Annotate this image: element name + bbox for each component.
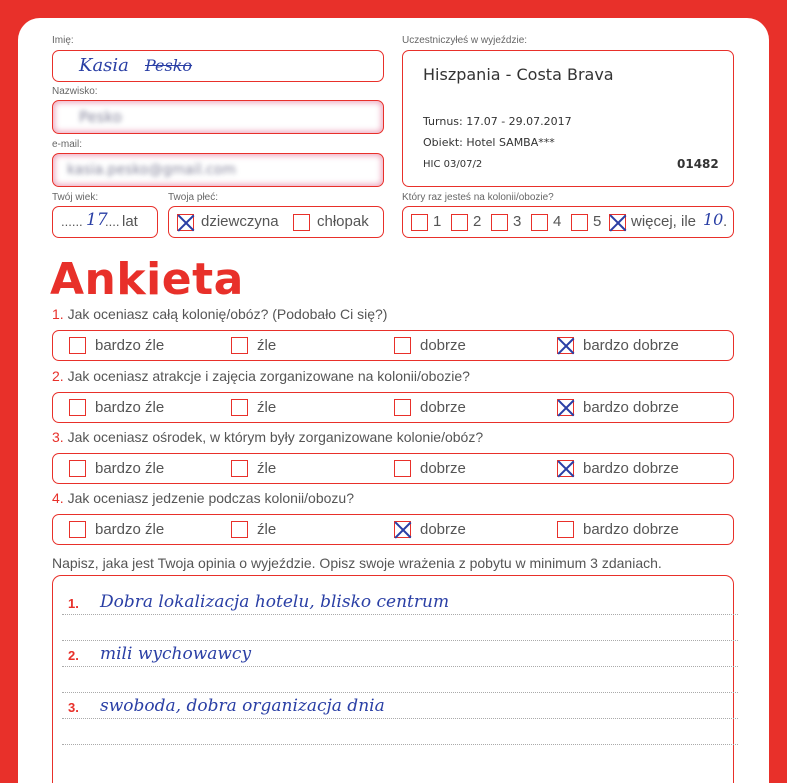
writing-line (62, 640, 738, 641)
times-checkbox-3[interactable] (491, 214, 508, 231)
question-3-options (52, 453, 734, 484)
writing-line (62, 718, 738, 719)
times-checkbox-1[interactable] (411, 214, 428, 231)
trip-number: 01482 (677, 157, 719, 171)
opinion-answer-3-number: 3. (68, 700, 79, 715)
opinion-answer-1-text: Dobra lokalizacja hotelu, blisko centrum (100, 592, 450, 612)
gender-field (168, 206, 384, 238)
trip-code: HIC 03/07/2 (423, 159, 483, 170)
opinion-answer-3-text: swoboda, dobra organizacja dnia (100, 696, 385, 716)
gender-checkbox-girl[interactable] (177, 214, 194, 231)
times-more-dot: . (723, 213, 728, 230)
opinion-answer-2-text: mili wychowawcy (100, 644, 252, 664)
surname-label: Nazwisko: (52, 86, 98, 97)
question-4-label: Jak oceniasz jedzenie podczas kolonii/obozu? (67, 490, 354, 506)
survey-title: Ankieta (50, 254, 244, 305)
question-4-text (52, 490, 354, 506)
age-value: 17 (86, 210, 108, 230)
question-2-checkbox-2[interactable] (231, 399, 248, 416)
email-label: e-mail: (52, 139, 83, 150)
question-4-option-4: bardzo dobrze (583, 521, 679, 538)
question-4-option-1: bardzo źle (95, 521, 165, 538)
times-checkbox-4[interactable] (531, 214, 548, 231)
writing-line (62, 666, 738, 667)
question-2-text (52, 368, 470, 384)
question-4-checkbox-2[interactable] (231, 521, 248, 538)
question-3-option-3: dobrze (420, 460, 466, 477)
question-3-checkbox-3[interactable] (394, 460, 411, 477)
question-2-number: 2. (52, 368, 64, 384)
question-1-option-4: bardzo dobrze (583, 337, 679, 354)
opinion-answer-2-number: 2. (68, 648, 79, 663)
question-3-label: Jak oceniasz ośrodek, w którym były zorganizowane kolonie/obóz? (67, 429, 484, 445)
gender-checkbox-boy[interactable] (293, 214, 310, 231)
question-1-checkbox-3[interactable] (394, 337, 411, 354)
gender-option-girl: dziewczyna (201, 213, 279, 230)
age-dots-right: .... (105, 214, 120, 229)
times-option-1: 1 (433, 213, 442, 230)
question-2-checkbox-1[interactable] (69, 399, 86, 416)
survey-sheet (18, 18, 769, 783)
question-2-options (52, 392, 734, 423)
question-4-checkbox-3[interactable] (394, 521, 411, 538)
question-1-option-3: dobrze (420, 337, 466, 354)
question-1-text (52, 306, 387, 322)
question-4-checkbox-1[interactable] (69, 521, 86, 538)
email-field[interactable] (52, 153, 384, 187)
question-1-options (52, 330, 734, 361)
question-2-checkbox-3[interactable] (394, 399, 411, 416)
question-2-option-3: dobrze (420, 399, 466, 416)
opinion-prompt: Napisz, jaka jest Twoja opinia o wyjeździe. Opisz swoje wrażenia z pobytu w minimum 3 zdaniach. (52, 555, 662, 571)
gender-label: Twoja płeć: (168, 192, 219, 203)
times-more-value: 10 (703, 210, 724, 229)
question-4-option-2: źle (257, 521, 277, 538)
times-label: Który raz jesteś na kolonii/obozie? (402, 192, 554, 203)
times-checkbox-2[interactable] (451, 214, 468, 231)
name-label: Imię: (52, 35, 74, 46)
question-1-option-1: bardzo źle (95, 337, 165, 354)
question-1-option-2: źle (257, 337, 277, 354)
question-4-options (52, 514, 734, 545)
question-2-option-4: bardzo dobrze (583, 399, 679, 416)
times-option-5: 5 (593, 213, 602, 230)
question-1-label: Jak oceniasz całą kolonię/obóz? (Podobało Ci się?) (67, 306, 388, 322)
times-checkbox-more[interactable] (609, 214, 626, 231)
email-value: kasia.pesko@gmail.com (67, 162, 236, 178)
question-3-option-1: bardzo źle (95, 460, 165, 477)
question-3-option-2: źle (257, 460, 277, 477)
times-option-4: 4 (553, 213, 562, 230)
surname-value: Pesko (79, 108, 122, 126)
age-dots-left: ...... (61, 214, 83, 229)
question-3-checkbox-2[interactable] (231, 460, 248, 477)
question-3-number: 3. (52, 429, 64, 445)
question-1-number: 1. (52, 306, 64, 322)
times-option-3: 3 (513, 213, 522, 230)
question-1-checkbox-4[interactable] (557, 337, 574, 354)
opinion-answer-1-number: 1. (68, 596, 79, 611)
trip-label: Uczestniczyłeś w wyjeździe: (402, 35, 528, 46)
question-2-option-2: źle (257, 399, 277, 416)
times-checkbox-5[interactable] (571, 214, 588, 231)
question-3-checkbox-1[interactable] (69, 460, 86, 477)
surname-field[interactable] (52, 100, 384, 134)
question-4-number: 4. (52, 490, 64, 506)
age-label: Twój wiek: (52, 192, 99, 203)
times-option-more: więcej, ile (631, 213, 697, 230)
question-3-checkbox-4[interactable] (557, 460, 574, 477)
writing-line (62, 614, 738, 615)
question-2-label: Jak oceniasz atrakcje i zajęcia zorganizowane na kolonii/obozie? (67, 368, 470, 384)
trip-info-box (402, 50, 734, 187)
question-2-option-1: bardzo źle (95, 399, 165, 416)
question-3-text (52, 429, 483, 445)
trip-object: Obiekt: Hotel SAMBA*** (423, 136, 555, 149)
gender-option-boy: chłopak (317, 213, 369, 230)
name-field[interactable] (52, 50, 384, 82)
question-4-checkbox-4[interactable] (557, 521, 574, 538)
question-4-option-3: dobrze (420, 521, 466, 538)
age-field[interactable] (52, 206, 158, 238)
name-surname-struck: Pesko (145, 56, 193, 75)
trip-turnus: Turnus: 17.07 - 29.07.2017 (423, 115, 572, 128)
name-value: Kasia (79, 55, 129, 76)
question-2-checkbox-4[interactable] (557, 399, 574, 416)
times-option-2: 2 (473, 213, 482, 230)
writing-line (62, 744, 738, 745)
question-1-checkbox-1[interactable] (69, 337, 86, 354)
times-field (402, 206, 734, 238)
question-3-option-4: bardzo dobrze (583, 460, 679, 477)
trip-destination: Hiszpania - Costa Brava (423, 65, 614, 84)
question-1-checkbox-2[interactable] (231, 337, 248, 354)
writing-line (62, 692, 738, 693)
age-unit: lat (122, 213, 138, 230)
